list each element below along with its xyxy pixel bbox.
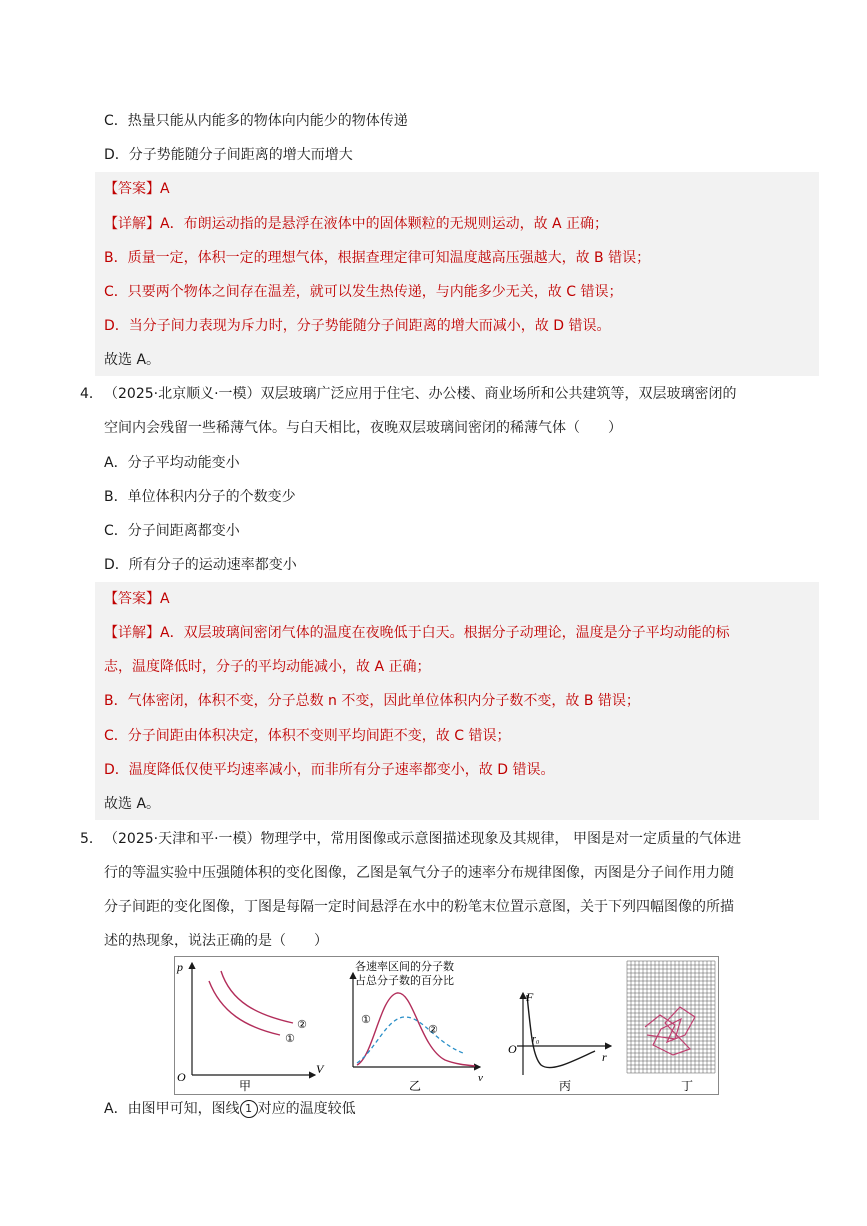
q5-option-a-suffix: 对应的温度较低 [257,1101,356,1117]
q4-detail-a-line-1: 【详解】A．双层玻璃间密闭气体的温度在夜晚低于白天。根据分子动理论，温度是分子平均动能的标 [104,625,730,641]
jia-v-label: V [316,1062,324,1076]
q5-stem-line-4: 述的热现象，说法正确的是（ ） [104,933,328,949]
q4-conclusion: 故选 A。 [104,796,161,812]
yi-curve-2 [357,1017,463,1063]
q4-stem-line-1: （2025·北京顺义·一模）双层玻璃广泛应用于住宅、办公楼、商业场所和公共建筑等，双层玻璃密闭的 [104,386,737,402]
q3-detail-c: C．只要两个物体之间存在温差，就可以发生热传递，与内能多少无关，故 C 错误； [104,284,623,300]
q5-number: 5． [80,831,103,847]
figure-ding [627,961,715,1093]
q4-number: 4． [80,386,103,402]
q4-answer: 【答案】A [104,591,170,607]
yi-v-label: v [478,1072,483,1084]
yi-caption: 乙 [409,1079,422,1093]
q5-figure [174,956,719,1095]
q5-option-a-prefix: A．由图甲可知，图线 [104,1101,240,1117]
q5-stem-line-2: 行的等温实验中压强随体积的变化图像，乙图是氧气分子的速率分布规律图像，丙图是分子间作用力随 [104,865,734,881]
q5-option-a-circle: 1 [240,1100,258,1118]
q4-detail-d: D．温度降低仅使平均速率减小，而非所有分子速率都变小，故 D 错误。 [104,762,555,778]
q5-option-a [104,1099,356,1119]
q4-detail-b: B．气体密闭，体积不变，分子总数 n 不变，因此单位体积内分子数不变，故 B 错误； [104,693,640,709]
jia-curve-1 [209,981,280,1035]
yi-title-2: 占总分子数的百分比 [355,974,454,987]
bing-r-label: r [602,1050,607,1064]
q5-stem-line-3: 分子间距的变化图像，丁图是每隔一定时间悬浮在水中的粉笔末位置示意图，关于下列四幅图像的所描 [104,899,734,915]
q4-detail-a-line-2: 志，温度降低时，分子的平均动能减小，故 A 正确； [104,659,431,675]
jia-curve-2-label: ② [297,1018,307,1031]
jia-p-label: p [177,960,183,974]
q3-conclusion: 故选 A。 [104,352,161,368]
q4-option-c: C．分子间距离都变小 [104,523,240,539]
q4-option-d: D．所有分子的运动速率都变小 [104,557,297,573]
q4-option-b: B．单位体积内分子的个数变少 [104,489,296,505]
jia-origin-label: O [177,1070,186,1084]
yi-curve-1 [357,993,475,1066]
q4-stem-line-2: 空间内会残留一些稀薄气体。与白天相比，夜晚双层玻璃间密闭的稀薄气体（ ） [104,420,622,436]
jia-curve-2 [221,971,293,1023]
ding-trajectory [645,1007,695,1055]
jia-curve-1-label: ① [285,1032,295,1045]
q3-option-c: C．热量只能从内能多的物体向内能少的物体传递 [104,113,408,129]
bing-origin-label: O [508,1042,517,1056]
bing-curve [527,995,595,1068]
ding-caption: 丁 [681,1079,694,1093]
jia-caption: 甲 [239,1079,252,1093]
q5-stem-line-1: （2025·天津和平·一模）物理学中，常用图像或示意图描述现象及其规律， 甲图是对一定质量的气体进 [104,831,741,847]
figure-jia [176,960,325,1093]
yi-curve-1-label: ① [361,1013,371,1026]
bing-caption: 丙 [559,1079,572,1093]
q5-figure-svg [175,957,718,1094]
bing-r0-label: r₀ [532,1034,540,1045]
q3-option-d: D．分子势能随分子间距离的增大而增大 [104,147,353,163]
figure-bing [508,990,611,1093]
q4-detail-c: C．分子间距由体积决定，体积不变则平均间距不变，故 C 错误； [104,728,511,744]
q4-option-a: A．分子平均动能变小 [104,455,240,471]
q3-detail-b: B．质量一定，体积一定的理想气体，根据查理定律可知温度越高压强越大，故 B 错误； [104,250,651,266]
q3-answer: 【答案】A [104,181,170,197]
figure-yi [353,959,483,1093]
yi-title-1: 各速率区间的分子数 [355,960,454,973]
q3-answer-box [95,172,819,376]
q3-detail-a: 【详解】A．布朗运动指的是悬浮在液体中的固体颗粒的无规则运动，故 A 正确； [104,216,609,232]
bing-f-label: F [526,990,534,1004]
yi-curve-2-label: ② [428,1023,438,1036]
q3-detail-d: D．当分子间力表现为斥力时，分子势能随分子间距离的增大而减小，故 D 错误。 [104,318,611,334]
